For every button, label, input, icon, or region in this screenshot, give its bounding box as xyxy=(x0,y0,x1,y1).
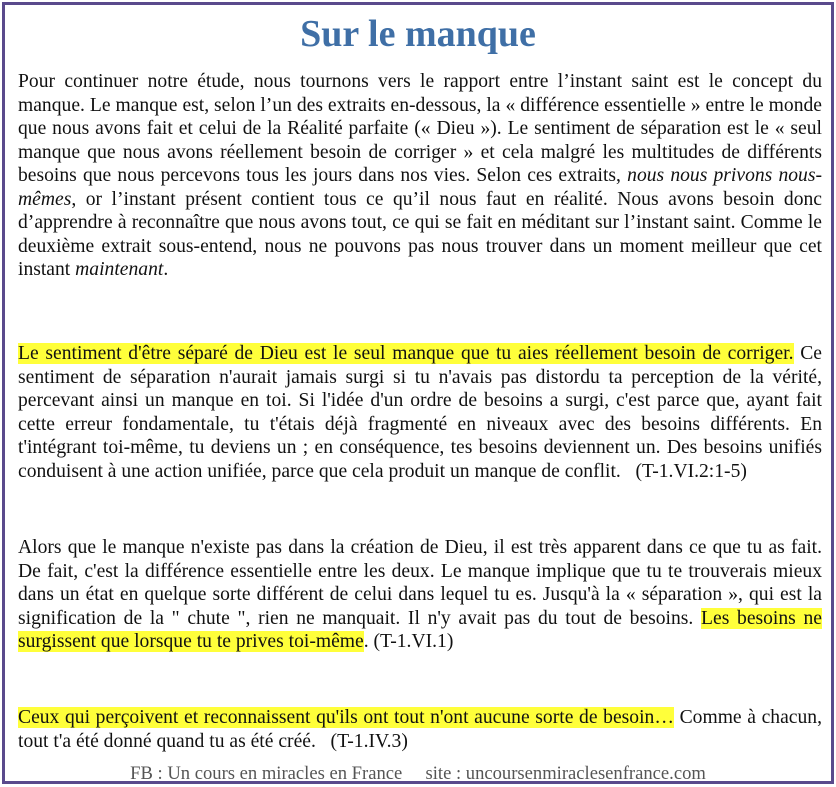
quote3-text: Comme à chacun, tout t'a été donné quand tu as été créé. xyxy=(18,707,822,752)
quote-paragraph-3 xyxy=(18,706,822,753)
quote2-highlight: Les besoins ne surgissent que lorsque tu te prives toi-même xyxy=(18,607,822,652)
quote2-text: Alors que le manque n'existe pas dans la création de Dieu, il est très apparent dans ce que tu as fait. De fait, c'est la différence essentielle entre les deux. Le manque implique que tu te trouverais mieux dans un état en quelque sorte différent de celui dans lequel tu es. Jusqu'à la « séparation », qui est la signification de la " chute ", rien ne manquait. Il n'y avait pas du tout de besoins. xyxy=(18,537,822,629)
document-frame xyxy=(2,2,834,784)
quote3-highlight: Ceux qui perçoivent et reconnaissent qu'ils ont tout n'ont aucune sorte de besoin… xyxy=(18,707,674,728)
quote1-text: Ce sentiment de séparation n'aurait jamais surgi si tu n'avais pas distordu ta perception de la vérité, percevant ainsi un manque en toi. Si l'idée d'un ordre de besoins a surgi, c'est parce que, ayant fait cette erreur fondamentale, tu t'étais déjà fragmenté en niveaux avec des besoins différents. En t'intégrant toi-même, tu deviens un ; en conséquence, tes besoins deviennent un. Des besoins unifiés conduisent à une action unifiée, parce que cela produit un manque de conflit. xyxy=(18,343,822,482)
quote2-end: . (T-1.VI.1) xyxy=(363,631,454,652)
intro-italic-b: maintenant xyxy=(75,259,164,280)
intro-text-a: Pour continuer notre étude, nous tournons vers le rapport entre l’instant saint est le concept du manque. Le manque est, selon l’un des extraits en-dessous, la « différence essentielle » entre le monde que nous avons fait et celui de la Réalité parfaite (« Dieu »). Le sentiment de séparation est le « seul manque que nous avons réellement besoin de corriger » et cela malgré les multitudes de différents besoins que nous percevons tous les jours dans nos vies. Selon ces extraits, xyxy=(18,71,822,186)
quote3-reference: (T-1.IV.3) xyxy=(315,730,408,752)
intro-paragraph xyxy=(18,70,822,282)
intro-text-c: . xyxy=(163,259,169,280)
intro-italic-a: nous nous privons nous-mêmes xyxy=(18,165,822,210)
footer-credits: FB : Un cours en miracles en France site : uncoursenmiraclesenfrance.com xyxy=(130,763,706,784)
intro-text-b: , or l’instant présent contient tous ce qu’il nous faut en réalité. Nous avons besoin donc d’apprendre à reconnaître que nous avons tout, ce qui se fait en méditant sur l’instant saint. Comme le deuxième extrait sous-entend, nous ne pouvons pas nous trouver dans un moment meilleur que cet instant xyxy=(18,188,822,280)
quote1-reference: (T-1.VI.2:1-5) xyxy=(620,460,747,482)
quote-paragraph-2 xyxy=(18,536,822,654)
quote1-highlight: Le sentiment d'être séparé de Dieu est le seul manque que tu aies réellement besoin de corriger. xyxy=(18,343,794,364)
quote-paragraph-1 xyxy=(18,342,822,483)
page-title: Sur le manque xyxy=(300,13,536,55)
